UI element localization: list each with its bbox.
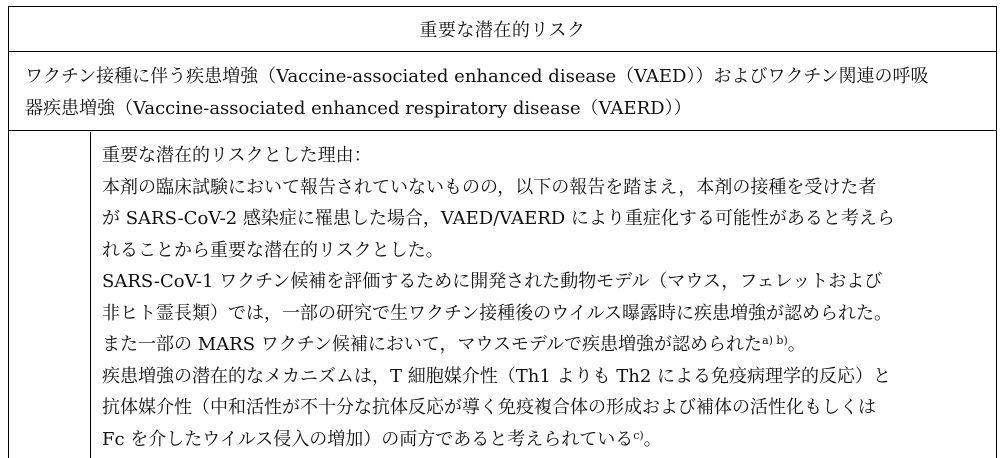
reference-marker: c) xyxy=(633,428,644,442)
paragraph-text: また一部の MARS ワクチン候補において，マウスモデルで疾患増強が認められた xyxy=(102,334,763,355)
paragraph-line xyxy=(102,424,988,456)
paragraph-line: 抗体媒介性（中和活性が不十分な抗体反応が導く免疫複合体の形成および補体の活性化もしくは xyxy=(102,397,876,418)
empty-gutter-cell xyxy=(9,132,91,458)
paragraph-end: 。 xyxy=(787,334,806,355)
paragraph-line: 非ヒト霊長類）では，一部の研究で生ワクチン接種後のウイルス曝露時に疾患増強が認められた。 xyxy=(102,302,893,324)
paragraph-line: れることから重要な潜在的リスクとした。 xyxy=(102,239,444,261)
paragraph-line: が SARS-CoV-2 感染症に罹患した場合，VAED/VAERD により重症化する可能性があると考えら xyxy=(102,208,895,229)
risk-detail-text xyxy=(102,140,988,455)
risk-table xyxy=(8,6,997,458)
risk-detail-row xyxy=(9,132,996,458)
paragraph-line: SARS-CoV-1 ワクチン候補を評価するために開発された動物モデル（マウス，フェレットおよび xyxy=(102,271,883,292)
reference-marker: a) b) xyxy=(762,334,788,347)
section-heading: 重要な潜在的リスクとした理由： xyxy=(102,145,372,166)
paragraph-text: Fc を介したウイルス侵入の増加）の両方であると考えられている xyxy=(102,428,634,450)
paragraph-line: 本剤の臨床試験において報告されていないものの，以下の報告を踏まえ，本剤の接種を受けた者 xyxy=(102,176,877,198)
risk-name-line: 器疾患増強（Vaccine-associated enhanced respiratory disease（VAERD）） xyxy=(25,98,692,119)
paragraph-end: 。 xyxy=(643,428,662,450)
paragraph-line xyxy=(102,329,988,361)
risk-name-line: ワクチン接種に伴う疾患増強（Vaccine-associated enhanced disease（VAED））およびワクチン関連の呼吸 xyxy=(25,66,929,87)
risk-name-cell xyxy=(9,52,996,131)
table-header: 重要な潜在的リスク xyxy=(9,7,996,52)
paragraph-line: 疾患増強の潜在的なメカニズムは，T 細胞媒介性（Th1 よりも Th2 による免疫病理学的反応）と xyxy=(102,365,891,387)
